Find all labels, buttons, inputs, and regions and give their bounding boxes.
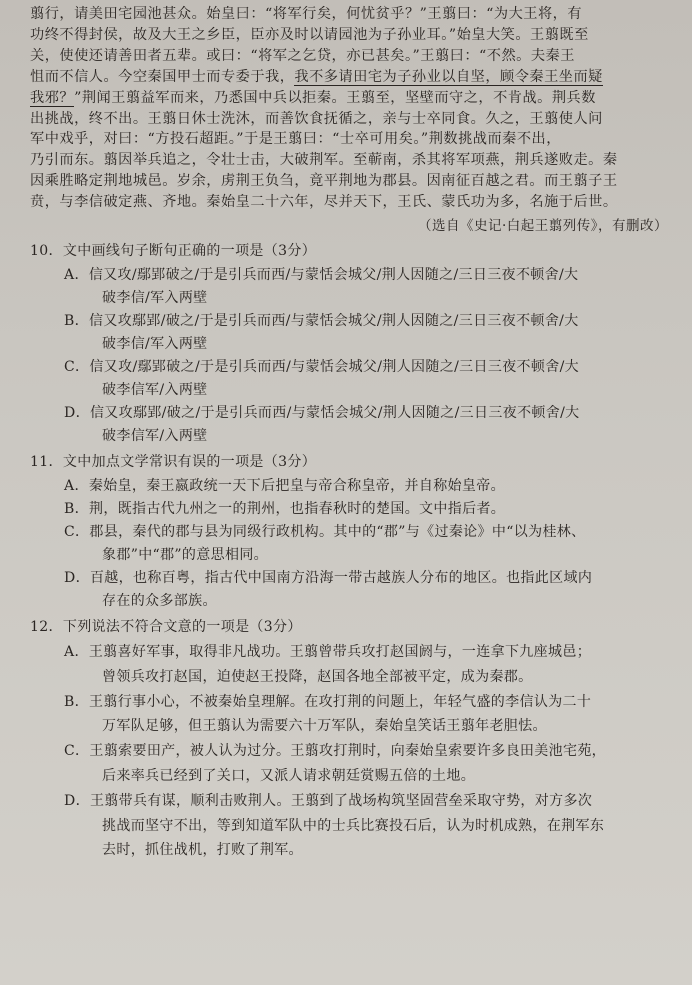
option-b	[38, 310, 672, 356]
passage-line: 关，使使还请善田者五辈。或曰：“将军之乞贷，亦已甚矣。”王翦曰：“不然。夫秦王	[30, 47, 575, 64]
option-label: B．	[64, 313, 89, 330]
option-text: 信又攻鄢郢/破之/于是引兵而西/与蒙恬会城父/荆人因随之/三日三夜不顿舍/大	[89, 405, 580, 422]
option-text: 荆，既指古代九州之一的荆州，也指春秋时的楚国。文中指后者。	[89, 501, 506, 518]
option-label: D．	[64, 570, 90, 587]
classical-passage	[30, 4, 672, 237]
option-label: C．	[64, 524, 90, 541]
question-12	[30, 616, 672, 863]
passage-line: 翦行，请美田宅园池甚众。始皇曰：“将军行矣，何忧贫乎？”王翦曰：“为大王将，有	[30, 6, 583, 22]
option-text-cont: 破李信军/入两壁	[102, 428, 208, 445]
option-text-cont: 破李信/军入两壁	[102, 290, 208, 307]
underlined-sentence: 我不多请田宅为子孙业以自坚，顾令秦王坐而疑	[294, 68, 603, 85]
question-10	[30, 240, 672, 448]
option-a	[38, 475, 672, 498]
passage-line: 因乘胜略定荆地城邑。岁余，虏荆王负刍，竟平荆地为郡县。因南征百越之君。而王翦子王	[30, 173, 618, 190]
option-label: B．	[64, 693, 89, 710]
option-text-cont: 后来率兵已经到了关口，又派人请求朝廷赏赐五倍的土地。	[102, 768, 476, 785]
option-b	[38, 690, 672, 740]
question-11	[30, 451, 672, 613]
option-text: 信又攻/鄢郢破之/于是引兵而西/与蒙恬会城父/荆人因随之/三日三夜不顿舍/大	[88, 267, 579, 284]
option-text: 百越，也称百粤，指古代中国南方沿海一带古越族人分布的地区。也指此区域内	[89, 570, 593, 587]
option-c	[38, 356, 672, 402]
option-d	[38, 402, 672, 448]
passage-text: ”荆闻王翦益军而来，乃悉国中兵以拒秦。王翦至，坚壁而守之，不肯战。荆兵数	[74, 89, 596, 106]
option-label: A．	[64, 478, 89, 495]
option-label: C．	[64, 743, 90, 760]
option-text: 王翦索要田产，被人认为过分。王翦攻打荆时，向秦始皇索要许多良田美池宅苑，	[89, 743, 607, 760]
option-label: A．	[64, 644, 89, 661]
passage-line: 出挑战，终不出。王翦日休士洗沐，而善饮食抚循之，亲与士卒同食。久之，王翦使人问	[30, 110, 603, 127]
passage-text: 怚而不信人。今空秦国甲士而专委于我，	[30, 68, 295, 85]
option-text: 王翦行事小心，不被秦始皇理解。在攻打荆的问题上，年轻气盛的李信认为二十	[89, 693, 592, 710]
option-d	[38, 789, 672, 863]
option-label: A．	[64, 267, 89, 284]
passage-source: （选自《史记·白起王翦列传》，有删改）	[417, 218, 668, 235]
option-text-cont: 万军队足够，但王翦认为需要六十万军队，秦始皇笑话王翦年老胆怯。	[102, 718, 547, 735]
option-label: C．	[64, 359, 90, 376]
option-c	[38, 739, 672, 789]
option-label: D．	[64, 792, 90, 809]
option-d	[38, 567, 672, 613]
option-a	[38, 640, 672, 690]
option-text: 王翦带兵有谋，顺利击败荆人。王翦到了战场构筑坚固营垒采取守势，对方多次	[89, 792, 593, 809]
option-text: 郡县，秦代的郡与县为同级行政机构。其中的“郡”与《过秦论》中“以为桂林、	[89, 524, 586, 541]
option-text-cont: 存在的众多部族。	[102, 593, 217, 610]
option-text: 秦始皇，秦王嬴政统一天下后把皇与帝合称皇帝，并自称始皇帝。	[88, 478, 505, 495]
option-text-cont: 挑战而坚守不出，等到知道军队中的士兵比赛投石后，认为时机成熟，在荆军东	[102, 817, 605, 834]
option-c	[38, 521, 672, 567]
passage-line: 贲，与李信破定燕、齐地。秦始皇二十六年，尽并天下，王氏、蒙氏功为多，名施于后世。	[30, 194, 618, 211]
option-text: 信又攻/鄢郢破之/于是引兵而西/与蒙恬会城父/荆人因随之/三日三夜不顿舍/大	[89, 359, 580, 376]
question-stem: 10．文中画线句子断句正确的一项是（3分）	[30, 243, 317, 260]
option-text-cont: 破李信军/入两壁	[102, 382, 208, 399]
option-label: D．	[64, 405, 90, 422]
underlined-sentence-end: 我邪？	[30, 89, 75, 106]
option-text: 王翦喜好军事，取得非凡战功。王翦曾带兵攻打赵国阏与，一连拿下九座城邑；	[88, 644, 592, 661]
option-text-cont: 象郡”中“郡”的意思相同。	[102, 547, 269, 564]
passage-line: 功终不得封侯，故及大王之乡臣，臣亦及时以请园池为子孙业耳。”始皇大笑。王翦既至	[30, 26, 589, 43]
option-text-cont: 破李信/军入两壁	[102, 336, 208, 353]
passage-line	[30, 88, 672, 109]
option-label: B．	[64, 501, 89, 518]
question-stem: 11．文中加点文学常识有误的一项是（3分）	[30, 454, 317, 471]
passage-line: 军中戏乎，对曰：“方投石超距。”于是王翦曰：“士卒可用矣。”荆数挑战而秦不出，	[30, 131, 561, 148]
option-b	[38, 498, 672, 521]
question-stem: 12．下列说法不符合文意的一项是（3分）	[30, 619, 302, 636]
option-a	[38, 264, 672, 310]
option-text-cont: 曾领兵攻打赵国，迫使赵王投降，赵国各地全部被平定，成为秦郡。	[102, 668, 533, 685]
passage-line: 乃引而东。翦因举兵追之，令壮士击，大破荆军。至蕲南，杀其将军项燕，荆兵遂败走。秦	[30, 152, 618, 169]
option-text: 信又攻鄢郢/破之/于是引兵而西/与蒙恬会城父/荆人因随之/三日三夜不顿舍/大	[89, 313, 579, 330]
passage-line	[30, 67, 672, 88]
option-text-cont: 去时，抓住战机，打败了荆军。	[102, 842, 303, 859]
